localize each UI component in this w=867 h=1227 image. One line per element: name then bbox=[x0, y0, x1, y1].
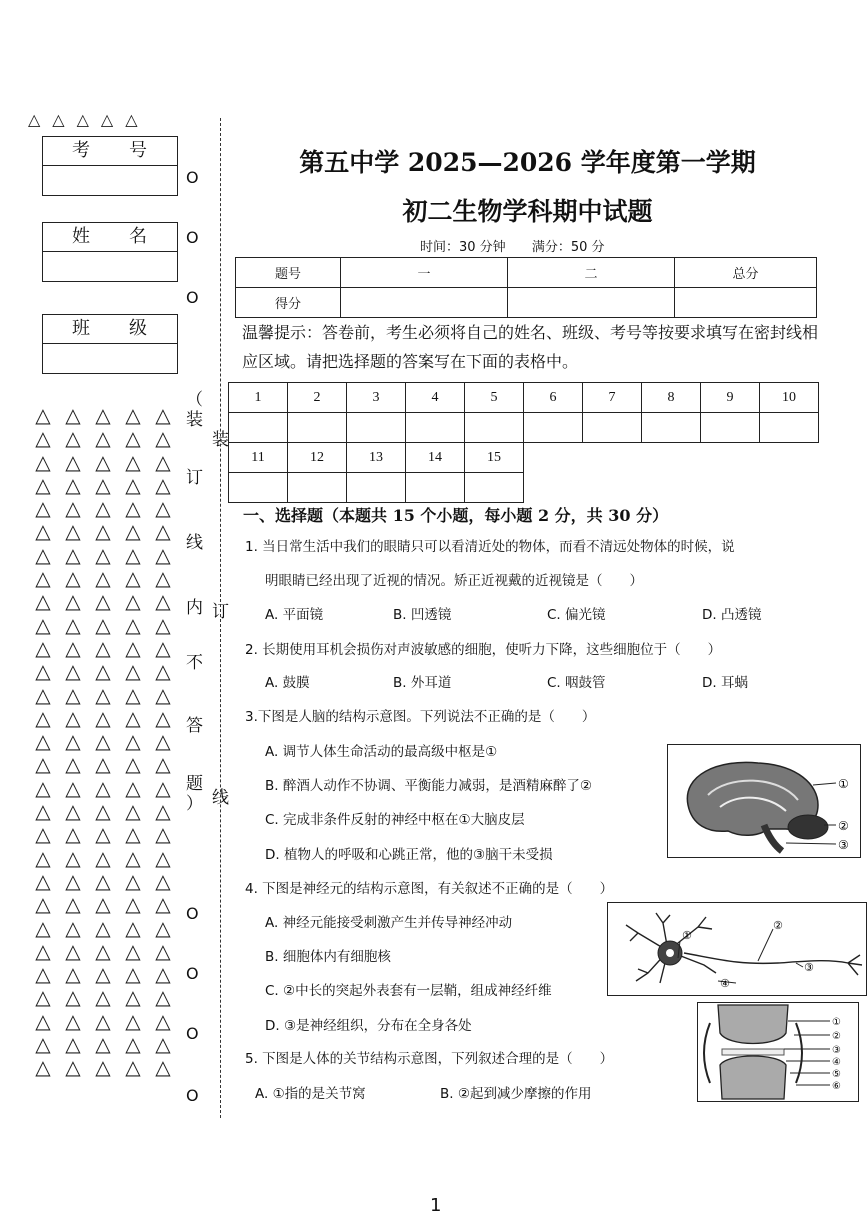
margin-triangle: △ bbox=[35, 659, 51, 684]
margin-triangle: △ bbox=[65, 705, 81, 730]
answer-grid-empty bbox=[642, 473, 701, 503]
answer-number: 14 bbox=[406, 443, 465, 473]
margin-triangle: △ bbox=[125, 985, 141, 1010]
margin-triangle: △ bbox=[125, 403, 141, 427]
question-2-option: A. 鼓膜 bbox=[265, 675, 310, 691]
margin-triangle: △ bbox=[125, 566, 141, 591]
answer-cell[interactable] bbox=[760, 413, 819, 443]
question-3-stem: 3.下图是人脑的结构示意图。下列说法不正确的是（ ） bbox=[245, 709, 596, 725]
margin-triangle: △ bbox=[125, 472, 141, 497]
answer-input-row bbox=[229, 413, 819, 443]
exam-meta bbox=[420, 236, 627, 255]
margin-triangle: △ bbox=[155, 1008, 171, 1033]
margin-triangle: △ bbox=[155, 403, 171, 427]
question-4-option: D. ③是神经组织，分布在全身各处 bbox=[265, 1018, 472, 1034]
answer-grid-empty bbox=[583, 443, 642, 473]
margin-triangle: △ bbox=[65, 822, 81, 847]
margin-triangle: △ bbox=[125, 729, 141, 754]
margin-triangle: △ bbox=[65, 519, 81, 544]
margin-triangle: △ bbox=[95, 868, 111, 893]
score-col-header: 总分 bbox=[675, 258, 817, 288]
answer-number: 12 bbox=[288, 443, 347, 473]
answer-cell[interactable] bbox=[347, 473, 406, 503]
margin-triangle: △ bbox=[125, 1055, 141, 1080]
question-2-option: B. 外耳道 bbox=[393, 675, 452, 691]
question-4-option: C. ②中长的突起外表套有一层鞘，组成神经纤维 bbox=[265, 983, 552, 999]
question-1-option: B. 凹透镜 bbox=[393, 607, 452, 623]
margin-triangle-pattern bbox=[28, 404, 180, 1080]
margin-triangle: △ bbox=[65, 589, 81, 614]
answer-grid-empty bbox=[524, 473, 583, 503]
margin-triangle: △ bbox=[125, 426, 141, 451]
score-row-label: 题号 bbox=[236, 258, 341, 288]
margin-triangle: △ bbox=[95, 845, 111, 870]
answer-cell[interactable] bbox=[465, 473, 524, 503]
margin-triangle: △ bbox=[35, 915, 51, 940]
joint-figure bbox=[697, 1002, 859, 1102]
question-2-stem: 2. 长期使用耳机会损伤对声波敏感的细胞，使听力下降，这些细胞位于（ ） bbox=[245, 642, 722, 658]
answer-number: 15 bbox=[465, 443, 524, 473]
margin-triangle: △ bbox=[155, 612, 171, 637]
margin-triangle: △ bbox=[155, 822, 171, 847]
seal-char: 装 bbox=[212, 430, 229, 450]
question-2-option: C. 咽鼓管 bbox=[547, 675, 606, 691]
margin-triangle: △ bbox=[155, 729, 171, 754]
joint-label: ⑤ bbox=[832, 1069, 841, 1080]
margin-triangle: △ bbox=[95, 822, 111, 847]
exam-full-score: 满分：50 分 bbox=[531, 240, 605, 255]
name-box[interactable] bbox=[42, 222, 178, 282]
margin-triangle: △ bbox=[125, 519, 141, 544]
margin-triangle: △ bbox=[125, 542, 141, 567]
answer-input-row bbox=[229, 473, 819, 503]
margin-triangle: △ bbox=[65, 682, 81, 707]
margin-triangle: △ bbox=[125, 682, 141, 707]
margin-triangle: △ bbox=[35, 403, 51, 427]
margin-triangle: △ bbox=[125, 589, 141, 614]
question-1-option: D. 凸透镜 bbox=[702, 607, 762, 623]
margin-triangle: △ bbox=[155, 682, 171, 707]
margin-triangle: △ bbox=[125, 915, 141, 940]
answer-cell[interactable] bbox=[406, 473, 465, 503]
margin-triangle: △ bbox=[35, 775, 51, 800]
seal-char: 订 bbox=[212, 602, 229, 622]
margin-triangle: △ bbox=[155, 868, 171, 893]
answer-number: 10 bbox=[760, 383, 819, 413]
margin-triangle: △ bbox=[125, 775, 141, 800]
margin-triangle: △ bbox=[125, 962, 141, 987]
margin-triangle: △ bbox=[95, 519, 111, 544]
margin-triangle: △ bbox=[35, 985, 51, 1010]
margin-triangle: △ bbox=[35, 752, 51, 777]
margin-triangle: △ bbox=[65, 496, 81, 521]
seal-circle: O bbox=[186, 288, 199, 307]
margin-triangle: △ bbox=[95, 566, 111, 591]
answer-cell[interactable] bbox=[229, 473, 288, 503]
margin-triangle: △ bbox=[35, 868, 51, 893]
margin-triangle: △ bbox=[65, 962, 81, 987]
margin-triangle: △ bbox=[65, 892, 81, 917]
margin-triangle: △ bbox=[125, 1032, 141, 1057]
joint-label: ④ bbox=[832, 1057, 841, 1068]
margin-triangle: △ bbox=[125, 449, 141, 474]
neuron-diagram bbox=[608, 903, 866, 995]
margin-triangle: △ bbox=[155, 892, 171, 917]
joint-label: ③ bbox=[832, 1045, 841, 1056]
question-5-option: B. ②起到减少摩擦的作用 bbox=[440, 1086, 592, 1102]
margin-triangle: △ bbox=[95, 589, 111, 614]
score-col-header: 一 bbox=[341, 258, 508, 288]
margin-triangle: △ bbox=[35, 542, 51, 567]
margin-triangle: △ bbox=[155, 938, 171, 963]
seal-char: 答 bbox=[186, 716, 203, 736]
margin-triangle: △ bbox=[125, 612, 141, 637]
answer-number: 3 bbox=[347, 383, 406, 413]
question-4-option: A. 神经元能接受刺激产生并传导神经冲动 bbox=[265, 915, 513, 931]
margin-triangle: △ bbox=[125, 822, 141, 847]
answer-number: 8 bbox=[642, 383, 701, 413]
seal-circle: O bbox=[186, 228, 199, 247]
answer-cell[interactable] bbox=[465, 413, 524, 443]
margin-triangle: △ bbox=[95, 659, 111, 684]
question-3-option: D. 植物人的呼吸和心跳正常，他的③脑干未受损 bbox=[265, 847, 553, 863]
exam-subtitle: 初二生物学科期中试题 bbox=[402, 197, 653, 226]
question-1-stem: 1. 当日常生活中我们的眼睛只可以看清近处的物体，而看不清远处物体的时候，说 bbox=[245, 539, 735, 555]
margin-triangle: △ bbox=[35, 1008, 51, 1033]
margin-triangle: △ bbox=[95, 542, 111, 567]
seal-char: 订 bbox=[186, 468, 203, 488]
answer-grid-empty bbox=[583, 473, 642, 503]
margin-triangle: △ bbox=[35, 822, 51, 847]
margin-triangle: △ bbox=[65, 985, 81, 1010]
score-cell[interactable] bbox=[675, 288, 817, 318]
page-number: 1 bbox=[430, 1195, 442, 1216]
question-2-option: D. 耳蜗 bbox=[702, 675, 748, 691]
name-label: 姓 名 bbox=[43, 223, 177, 252]
margin-triangle: △ bbox=[125, 496, 141, 521]
margin-triangle: △ bbox=[125, 1008, 141, 1033]
answer-grid-empty bbox=[524, 443, 583, 473]
exam-time: 时间：30 分钟 bbox=[420, 240, 506, 255]
seal-char: 装 bbox=[186, 410, 203, 430]
answer-cell[interactable] bbox=[406, 413, 465, 443]
margin-triangle: △ bbox=[155, 752, 171, 777]
answer-grid bbox=[228, 382, 819, 503]
margin-triangle: △ bbox=[95, 426, 111, 451]
margin-triangle: △ bbox=[95, 799, 111, 824]
margin-triangle: △ bbox=[125, 705, 141, 730]
seal-circle: O bbox=[186, 168, 199, 187]
seal-char: （ bbox=[186, 390, 203, 410]
answer-cell[interactable] bbox=[288, 413, 347, 443]
margin-triangle: △ bbox=[35, 612, 51, 637]
margin-triangle: △ bbox=[155, 589, 171, 614]
answer-number: 5 bbox=[465, 383, 524, 413]
seal-circle: O bbox=[186, 964, 199, 983]
question-3-option: A. 调节人体生命活动的最高级中枢是① bbox=[265, 744, 498, 760]
margin-triangle: △ bbox=[155, 635, 171, 660]
margin-triangle: △ bbox=[95, 612, 111, 637]
neuron-label: ② bbox=[773, 919, 783, 932]
margin-triangle: △ bbox=[155, 845, 171, 870]
question-3-option: C. 完成非条件反射的神经中枢在①大脑皮层 bbox=[265, 812, 525, 828]
margin-triangle: △ bbox=[65, 403, 81, 427]
margin-triangle: △ bbox=[155, 519, 171, 544]
score-table-score-row bbox=[236, 288, 817, 318]
margin-triangle: △ bbox=[65, 612, 81, 637]
margin-triangle: △ bbox=[35, 962, 51, 987]
margin-triangle: △ bbox=[125, 635, 141, 660]
seal-circle: O bbox=[186, 1086, 199, 1105]
margin-triangles-top: △△△△△ bbox=[28, 110, 150, 129]
score-table-header-row bbox=[236, 258, 817, 288]
answer-number: 1 bbox=[229, 383, 288, 413]
margin-triangle: △ bbox=[65, 915, 81, 940]
section-heading: 一、选择题（本题共 15 个小题，每小题 2 分，共 30 分） bbox=[243, 506, 669, 525]
margin-triangle: △ bbox=[65, 542, 81, 567]
brain-diagram bbox=[668, 745, 860, 857]
margin-triangle: △ bbox=[95, 682, 111, 707]
question-4-stem: 4. 下图是神经元的结构示意图，有关叙述不正确的是（ ） bbox=[245, 881, 614, 897]
margin-triangle: △ bbox=[35, 589, 51, 614]
margin-triangle: △ bbox=[95, 472, 111, 497]
margin-triangle: △ bbox=[155, 496, 171, 521]
joint-label: ② bbox=[832, 1031, 841, 1042]
neuron-label: ④ bbox=[720, 977, 730, 990]
question-1-stem-cont: 明眼睛已经出现了近视的情况。矫正近视戴的近视镜是（ ） bbox=[265, 573, 643, 589]
margin-triangle: △ bbox=[35, 799, 51, 824]
margin-triangle: △ bbox=[65, 868, 81, 893]
margin-triangle: △ bbox=[95, 985, 111, 1010]
margin-triangle: △ bbox=[125, 845, 141, 870]
margin-triangle: △ bbox=[65, 1055, 81, 1080]
score-table bbox=[235, 257, 817, 318]
margin-triangle: △ bbox=[95, 775, 111, 800]
joint-diagram bbox=[698, 1003, 858, 1101]
question-5-stem: 5. 下图是人体的关节结构示意图，下列叙述合理的是（ ） bbox=[245, 1051, 614, 1067]
margin-triangle: △ bbox=[95, 752, 111, 777]
margin-triangle: △ bbox=[155, 566, 171, 591]
margin-triangle: △ bbox=[95, 915, 111, 940]
margin-triangle: △ bbox=[155, 659, 171, 684]
margin-triangle: △ bbox=[35, 1055, 51, 1080]
answer-cell[interactable] bbox=[524, 413, 583, 443]
margin-triangle: △ bbox=[35, 892, 51, 917]
margin-triangle: △ bbox=[35, 496, 51, 521]
joint-label: ⑥ bbox=[832, 1081, 841, 1092]
margin-triangle: △ bbox=[35, 519, 51, 544]
question-3-option: B. 醉酒人动作不协调、平衡能力减弱，是酒精麻醉了② bbox=[265, 778, 592, 794]
margin-triangle: △ bbox=[95, 1032, 111, 1057]
margin-triangle: △ bbox=[35, 566, 51, 591]
neuron-label: ③ bbox=[804, 961, 814, 974]
question-4-option: B. 细胞体内有细胞核 bbox=[265, 949, 391, 965]
margin-triangle: △ bbox=[65, 659, 81, 684]
margin-triangle: △ bbox=[95, 705, 111, 730]
seal-char: 内 bbox=[186, 598, 203, 618]
seal-char: 线 bbox=[186, 533, 203, 553]
answer-number: 4 bbox=[406, 383, 465, 413]
answer-cell[interactable] bbox=[347, 413, 406, 443]
margin-triangle: △ bbox=[155, 705, 171, 730]
answer-grid-empty bbox=[760, 473, 819, 503]
margin-triangle: △ bbox=[65, 752, 81, 777]
margin-triangle: △ bbox=[65, 566, 81, 591]
margin-triangle: △ bbox=[35, 449, 51, 474]
margin-triangle: △ bbox=[155, 915, 171, 940]
margin-triangle: △ bbox=[35, 426, 51, 451]
margin-triangle: △ bbox=[125, 659, 141, 684]
margin-triangle: △ bbox=[125, 892, 141, 917]
exam-no-box[interactable] bbox=[42, 136, 178, 196]
margin-triangle: △ bbox=[35, 472, 51, 497]
margin-triangle: △ bbox=[65, 938, 81, 963]
score-cell[interactable] bbox=[508, 288, 675, 318]
seal-char: 题 bbox=[186, 774, 203, 794]
brain-label: ② bbox=[838, 819, 849, 833]
answer-cell[interactable] bbox=[229, 413, 288, 443]
margin-triangle: △ bbox=[65, 472, 81, 497]
margin-triangle: △ bbox=[95, 729, 111, 754]
brain-figure bbox=[667, 744, 861, 858]
brain-label: ③ bbox=[838, 838, 849, 852]
answer-grid-empty bbox=[701, 443, 760, 473]
margin-triangle: △ bbox=[95, 496, 111, 521]
answer-cell[interactable] bbox=[583, 413, 642, 443]
seal-char: ） bbox=[186, 794, 203, 814]
seal-char: 线 bbox=[212, 788, 229, 808]
margin-triangle: △ bbox=[155, 449, 171, 474]
answer-cell[interactable] bbox=[701, 413, 760, 443]
answer-cell[interactable] bbox=[642, 413, 701, 443]
question-5-option: A. ①指的是关节窝 bbox=[255, 1086, 366, 1102]
exam-no-label: 考 号 bbox=[43, 137, 177, 166]
question-1-option: C. 偏光镜 bbox=[547, 607, 606, 623]
margin-triangle: △ bbox=[65, 635, 81, 660]
margin-triangle: △ bbox=[155, 426, 171, 451]
brain-label: ① bbox=[838, 777, 849, 791]
margin-triangle: △ bbox=[35, 845, 51, 870]
margin-triangle: △ bbox=[125, 868, 141, 893]
margin-triangle: △ bbox=[35, 705, 51, 730]
margin-triangle: △ bbox=[65, 1008, 81, 1033]
margin-triangle: △ bbox=[35, 729, 51, 754]
margin-triangle: △ bbox=[95, 938, 111, 963]
exam-title: 第五中学 2025—2026 学年度第一学期 bbox=[299, 148, 756, 177]
margin-triangle: △ bbox=[35, 682, 51, 707]
margin-triangle: △ bbox=[65, 1032, 81, 1057]
margin-triangle: △ bbox=[95, 403, 111, 427]
margin-triangle: △ bbox=[125, 799, 141, 824]
answer-number: 2 bbox=[288, 383, 347, 413]
answer-grid-empty bbox=[642, 443, 701, 473]
margin-triangle: △ bbox=[125, 938, 141, 963]
neuron-label: ① bbox=[682, 929, 692, 942]
answer-cell[interactable] bbox=[288, 473, 347, 503]
margin-triangle: △ bbox=[155, 542, 171, 567]
answer-number: 13 bbox=[347, 443, 406, 473]
answer-grid-empty bbox=[701, 473, 760, 503]
margin-triangle: △ bbox=[65, 729, 81, 754]
answer-number: 9 bbox=[701, 383, 760, 413]
margin-triangle: △ bbox=[65, 845, 81, 870]
seal-circle: O bbox=[186, 1024, 199, 1043]
neuron-figure bbox=[607, 902, 867, 996]
answer-grid-empty bbox=[760, 443, 819, 473]
margin-triangle: △ bbox=[125, 752, 141, 777]
margin-triangle: △ bbox=[95, 1055, 111, 1080]
margin-triangle: △ bbox=[155, 775, 171, 800]
margin-triangle: △ bbox=[95, 892, 111, 917]
answer-number-row bbox=[229, 443, 819, 473]
margin-triangle: △ bbox=[35, 635, 51, 660]
seal-circle: O bbox=[186, 904, 199, 923]
class-label: 班 级 bbox=[43, 315, 177, 344]
score-cell[interactable] bbox=[341, 288, 508, 318]
margin-triangle: △ bbox=[155, 1032, 171, 1057]
answer-number: 11 bbox=[229, 443, 288, 473]
margin-triangle: △ bbox=[95, 449, 111, 474]
seal-divider-line bbox=[220, 118, 221, 1118]
class-box[interactable] bbox=[42, 314, 178, 374]
answer-number: 6 bbox=[524, 383, 583, 413]
score-col-header: 二 bbox=[508, 258, 675, 288]
question-1-option: A. 平面镜 bbox=[265, 607, 324, 623]
margin-triangle: △ bbox=[95, 1008, 111, 1033]
margin-triangle: △ bbox=[65, 426, 81, 451]
margin-triangle: △ bbox=[65, 449, 81, 474]
margin-triangle: △ bbox=[35, 938, 51, 963]
margin-triangle: △ bbox=[65, 799, 81, 824]
margin-triangle: △ bbox=[155, 962, 171, 987]
margin-triangle: △ bbox=[65, 775, 81, 800]
margin-triangle: △ bbox=[155, 799, 171, 824]
notice-text: 温馨提示：答卷前，考生必须将自己的姓名、班级、考号等按要求填写在密封线相应区域。请把选择题的答案写在下面的表格中。 bbox=[242, 323, 819, 371]
margin-triangle: △ bbox=[95, 962, 111, 987]
margin-triangle: △ bbox=[155, 1055, 171, 1080]
answer-number: 7 bbox=[583, 383, 642, 413]
answer-number-row bbox=[229, 383, 819, 413]
margin-triangle: △ bbox=[155, 985, 171, 1010]
score-row-label: 得分 bbox=[236, 288, 341, 318]
margin-triangle: △ bbox=[155, 472, 171, 497]
margin-triangle: △ bbox=[35, 1032, 51, 1057]
seal-char: 不 bbox=[186, 653, 203, 673]
margin-triangle: △ bbox=[95, 635, 111, 660]
joint-label: ① bbox=[832, 1017, 841, 1028]
